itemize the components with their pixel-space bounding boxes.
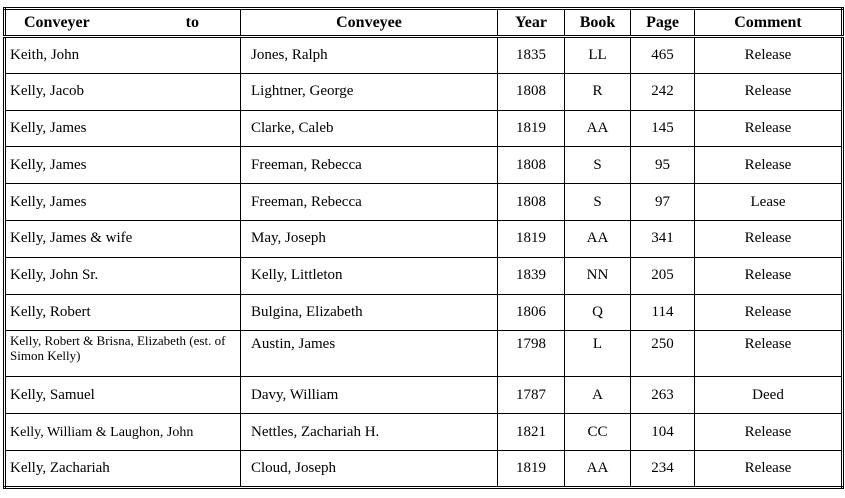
- book-cell: AA: [565, 220, 631, 257]
- book-cell: NN: [565, 257, 631, 294]
- conveyer-cell: Kelly, James: [5, 184, 241, 221]
- conveyer-cell: Kelly, James & wife: [5, 220, 241, 257]
- conveyer-to-label: to: [185, 14, 199, 31]
- deed-index-table: [3, 7, 844, 489]
- conveyer-cell: Kelly, Robert & Brisna, Elizabeth (est. of Simon Kelly): [5, 331, 241, 377]
- book-cell: CC: [565, 414, 631, 451]
- comment-cell: Release: [695, 450, 843, 487]
- conveyer-cell: Kelly, Robert: [5, 294, 241, 331]
- conveyer-cell: Kelly, John Sr.: [5, 257, 241, 294]
- column-header-book: Book: [565, 9, 631, 37]
- column-header-conveyer: [5, 9, 241, 37]
- book-cell: AA: [565, 450, 631, 487]
- page-cell: 242: [631, 73, 695, 110]
- comment-cell: Release: [695, 73, 843, 110]
- table-row: [5, 294, 843, 331]
- header-row: [5, 9, 843, 37]
- book-cell: S: [565, 147, 631, 184]
- conveyee-cell: Davy, William: [241, 377, 498, 414]
- book-cell: R: [565, 73, 631, 110]
- comment-cell: Release: [695, 294, 843, 331]
- page-cell: 114: [631, 294, 695, 331]
- page-cell: 97: [631, 184, 695, 221]
- table-row: [5, 37, 843, 74]
- conveyer-cell: Kelly, William & Laughon, John: [5, 414, 241, 451]
- book-cell: L: [565, 331, 631, 377]
- table-row: [5, 110, 843, 147]
- conveyer-cell: Keith, John: [5, 37, 241, 74]
- conveyer-cell: Kelly, Samuel: [5, 377, 241, 414]
- book-cell: A: [565, 377, 631, 414]
- conveyee-cell: Cloud, Joseph: [241, 450, 498, 487]
- table-row: [5, 73, 843, 110]
- table-row: [5, 147, 843, 184]
- page-cell: 104: [631, 414, 695, 451]
- conveyer-cell: Kelly, Jacob: [5, 73, 241, 110]
- year-cell: 1787: [498, 377, 565, 414]
- conveyee-cell: Clarke, Caleb: [241, 110, 498, 147]
- year-cell: 1839: [498, 257, 565, 294]
- page-cell: 465: [631, 37, 695, 74]
- comment-cell: Release: [695, 257, 843, 294]
- comment-cell: Release: [695, 331, 843, 377]
- conveyee-cell: Austin, James: [241, 331, 498, 377]
- conveyee-cell: Freeman, Rebecca: [241, 147, 498, 184]
- table-row: [5, 257, 843, 294]
- year-cell: 1819: [498, 110, 565, 147]
- table-row: [5, 331, 843, 377]
- book-cell: AA: [565, 110, 631, 147]
- year-cell: 1808: [498, 73, 565, 110]
- table-row: [5, 450, 843, 487]
- comment-cell: Release: [695, 37, 843, 74]
- book-cell: LL: [565, 37, 631, 74]
- table-row: [5, 377, 843, 414]
- table-body: [5, 37, 843, 488]
- table-header: [5, 9, 843, 37]
- year-cell: 1808: [498, 184, 565, 221]
- page-cell: 205: [631, 257, 695, 294]
- book-cell: S: [565, 184, 631, 221]
- page-cell: 250: [631, 331, 695, 377]
- conveyee-cell: May, Joseph: [241, 220, 498, 257]
- year-cell: 1819: [498, 220, 565, 257]
- table-row: [5, 414, 843, 451]
- conveyer-cell: Kelly, Zachariah: [5, 450, 241, 487]
- table-row: [5, 184, 843, 221]
- page-cell: 145: [631, 110, 695, 147]
- table-row: [5, 220, 843, 257]
- comment-cell: Lease: [695, 184, 843, 221]
- column-header-page: Page: [631, 9, 695, 37]
- comment-cell: Deed: [695, 377, 843, 414]
- conveyee-cell: Kelly, Littleton: [241, 257, 498, 294]
- conveyer-cell: Kelly, James: [5, 147, 241, 184]
- comment-cell: Release: [695, 110, 843, 147]
- comment-cell: Release: [695, 147, 843, 184]
- column-header-comment: Comment: [695, 9, 843, 37]
- book-cell: Q: [565, 294, 631, 331]
- conveyer-cell: Kelly, James: [5, 110, 241, 147]
- conveyee-cell: Bulgina, Elizabeth: [241, 294, 498, 331]
- page-cell: 234: [631, 450, 695, 487]
- conveyee-cell: Freeman, Rebecca: [241, 184, 498, 221]
- comment-cell: Release: [695, 414, 843, 451]
- year-cell: 1808: [498, 147, 565, 184]
- comment-cell: Release: [695, 220, 843, 257]
- column-header-year: Year: [498, 9, 565, 37]
- year-cell: 1806: [498, 294, 565, 331]
- column-header-conveyee: Conveyee: [241, 9, 498, 37]
- conveyee-cell: Jones, Ralph: [241, 37, 498, 74]
- page-cell: 263: [631, 377, 695, 414]
- year-cell: 1798: [498, 331, 565, 377]
- conveyee-cell: Lightner, George: [241, 73, 498, 110]
- year-cell: 1835: [498, 37, 565, 74]
- year-cell: 1821: [498, 414, 565, 451]
- year-cell: 1819: [498, 450, 565, 487]
- page-cell: 341: [631, 220, 695, 257]
- conveyee-cell: Nettles, Zachariah H.: [241, 414, 498, 451]
- conveyer-header-label: Conveyer: [24, 14, 90, 31]
- page-cell: 95: [631, 147, 695, 184]
